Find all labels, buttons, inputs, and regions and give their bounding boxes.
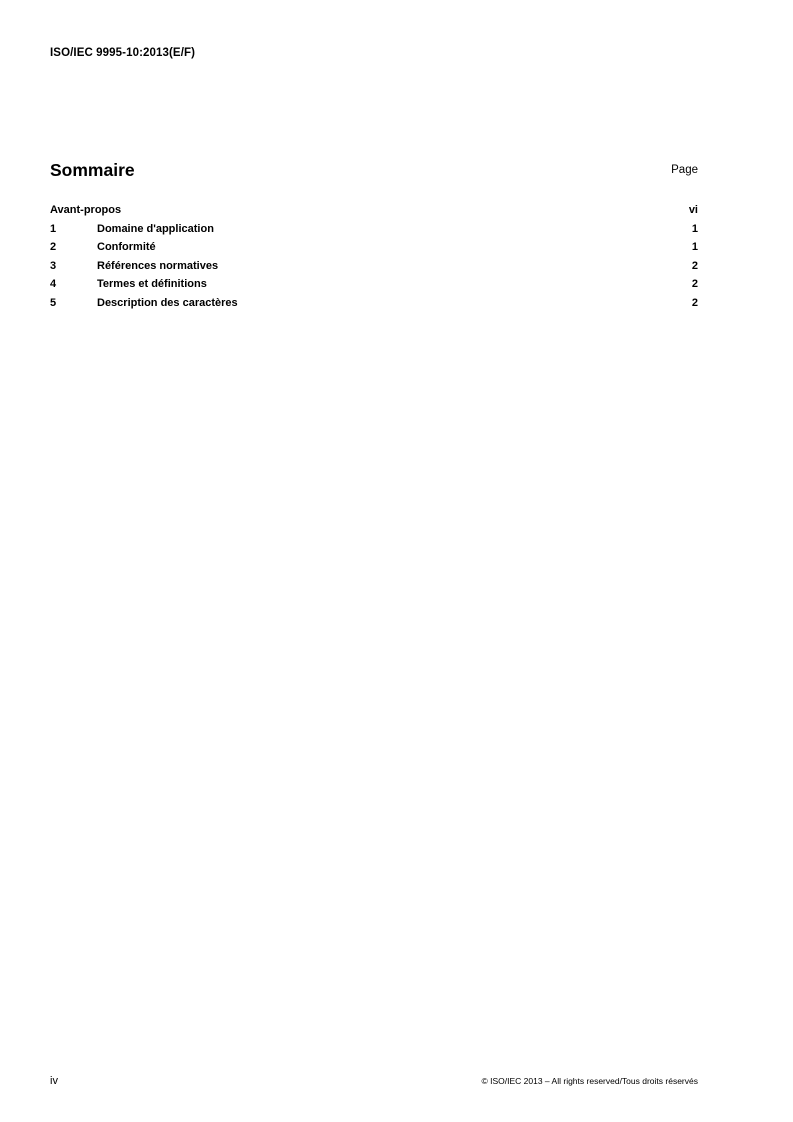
toc-entry-page: 2: [691, 296, 698, 309]
toc-entry-number: 1: [50, 222, 57, 235]
toc-entry-page: 2: [691, 278, 698, 290]
toc-page-label: Page: [671, 164, 698, 176]
toc-entry-text: Termes et définitions: [97, 278, 207, 290]
toc-entry-references[interactable]: [50, 257, 698, 276]
toc-entry-text: Références normatives: [97, 259, 222, 272]
footer-page-number: iv: [50, 1075, 58, 1087]
toc-entry-page: 1: [691, 241, 698, 253]
toc-entry-page: vi: [688, 204, 698, 216]
toc-entry-number: 3: [50, 259, 57, 272]
toc-entry-text: Conformité: [97, 241, 156, 253]
toc-entry-text: Description des caractères: [97, 296, 238, 309]
toc-entry-page: 1: [691, 222, 698, 235]
toc-entry-text: Avant-propos: [50, 204, 122, 216]
document-id: ISO/IEC 9995-10:2013(E/F): [50, 47, 196, 59]
toc-entry-avant-propos[interactable]: [50, 201, 698, 220]
toc-entry-description[interactable]: [50, 294, 698, 313]
toc-title: Sommaire: [50, 160, 135, 180]
toc-entry-page: 2: [691, 259, 698, 272]
toc-entry-number: 5: [50, 296, 57, 309]
toc-heading-row: [50, 158, 698, 184]
toc-entry-text: Domaine d'application: [97, 222, 214, 235]
toc-entry-domaine[interactable]: [50, 220, 698, 239]
toc-entry-conformite[interactable]: [50, 238, 698, 257]
footer-copyright: © ISO/IEC 2013 – All rights reserved/Tous droits réservés: [481, 1076, 698, 1086]
toc-list: [50, 201, 698, 312]
toc-entry-termes[interactable]: [50, 275, 698, 294]
toc-entry-number: 2: [50, 241, 57, 253]
toc-entry-number: 4: [50, 278, 57, 290]
